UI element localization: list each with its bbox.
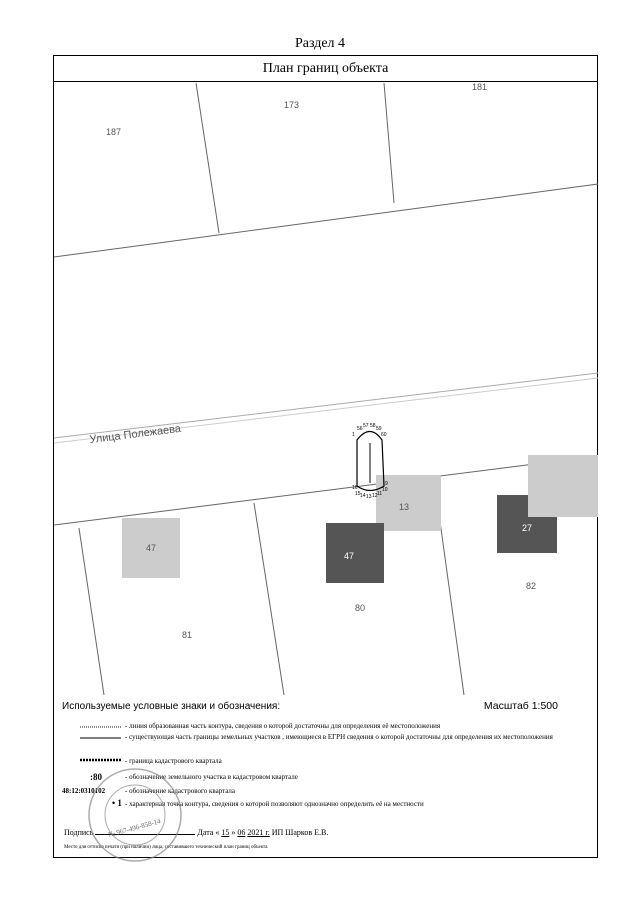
upper-parcel-boundary <box>196 83 219 233</box>
point-label: 13 <box>366 494 372 500</box>
street-label: Улица Полежаева <box>88 422 182 446</box>
parcel-label: 13 <box>399 502 410 512</box>
point-label: 12 <box>372 493 378 499</box>
point-label: 16 <box>352 485 358 491</box>
legend-text: - линия образованная часть контура, сведения о которой достаточны для определения её местоположения <box>125 722 441 730</box>
parcel-label: 47 <box>146 543 157 553</box>
upper-parcel-boundary <box>384 83 394 203</box>
point-label: 14 <box>360 493 366 499</box>
parcel-label: 81 <box>182 630 193 640</box>
point-label: 56 <box>357 426 363 432</box>
parcel-label: 27 <box>522 523 533 533</box>
signature-line: Подпись Дата « 15 » 06 2021 г. ИП Шарков Е.В. <box>64 828 329 837</box>
legend-sample-parcel: :80 <box>90 772 102 782</box>
parcel-label: 187 <box>106 127 122 137</box>
point-label: 57 <box>363 423 369 429</box>
section-title: Раздел 4 <box>294 36 346 51</box>
legend-text: - обозначение кадастрового квартала <box>125 787 236 795</box>
building <box>326 523 384 583</box>
legend-sample-point: • 1 <box>112 798 122 808</box>
legend-text: - существующая часть границы земельных участков , имеющиеся в ЕГРН сведения о которой достаточны для определения их местоположения <box>125 733 553 741</box>
point-label: 9 <box>385 481 388 487</box>
stamp-footnote: Место для оттиска печати (при наличии) лица, составившего технический план границ объекта <box>64 845 268 850</box>
point-label: 11 <box>377 491 383 497</box>
point-label: 10 <box>382 487 388 493</box>
building <box>528 455 598 517</box>
point-label: 59 <box>376 426 382 432</box>
upper-street-line <box>54 184 598 257</box>
boundary-plan-map <box>54 83 598 695</box>
lower-parcel-boundary <box>254 503 284 695</box>
plan-title: План границ объекта <box>53 55 598 82</box>
date-day: 15 <box>221 828 230 837</box>
lower-parcel-boundary <box>79 528 104 695</box>
parcel-label: 47 <box>344 551 355 561</box>
point-label: 15 <box>355 491 361 497</box>
legend-text: - обозначение земельного участка в кадастровом квартале <box>125 773 298 781</box>
date-year: 2021 г. <box>247 828 270 837</box>
parcel-label: 82 <box>526 581 537 591</box>
parcel-label: 173 <box>284 100 300 110</box>
legend-sample-quarter: 48:12:0310102 <box>62 787 106 795</box>
svg-text:№ 967-496-858-14: № 967-496-858-14 <box>107 817 162 839</box>
legend-text: - граница кадастрового квартала <box>125 757 222 765</box>
seal-stamp <box>85 765 185 865</box>
legend-text: - характерная точка контура, сведения о которой позволяют однозначно определить её на местности <box>125 800 424 808</box>
signature-label: Подпись <box>64 828 94 837</box>
date-label: Дата <box>197 828 214 837</box>
date-month: 06 <box>237 828 246 837</box>
point-label: 1 <box>352 432 355 438</box>
point-label: 60 <box>381 432 387 438</box>
parcel-label: 80 <box>355 603 366 613</box>
parcel-label: 181 <box>472 83 488 92</box>
scale-label: Масштаб 1:500 <box>483 700 558 712</box>
point-label: 58 <box>370 423 376 429</box>
signer-name: ИП Шарков Е.В. <box>271 828 329 837</box>
legend-heading: Используемые условные знаки и обозначения: <box>62 701 281 712</box>
